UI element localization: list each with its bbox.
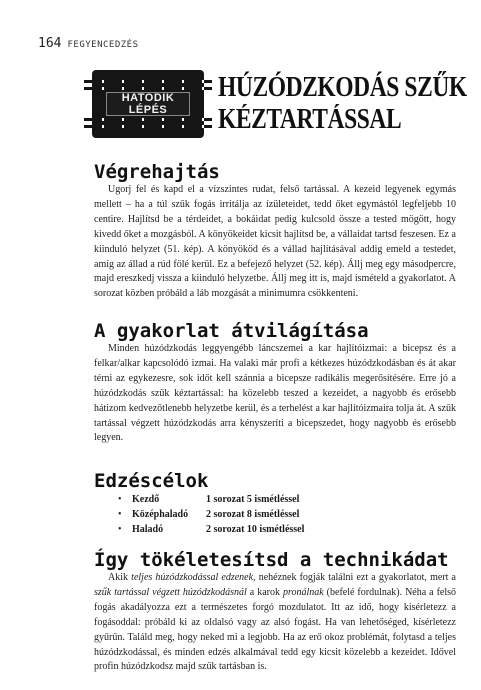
goals-heading: Edzéscélok xyxy=(94,470,209,492)
goal-reps: 1 sorozat 5 ismétléssel xyxy=(206,494,300,505)
technique-emphasis: szűk tartással végzett húzódzkodásnál xyxy=(94,586,247,598)
badge-rule xyxy=(84,87,212,90)
goal-item xyxy=(118,492,304,507)
badge-line-2: LÉPÉS xyxy=(128,104,168,116)
running-head xyxy=(38,36,139,51)
technique-heading: Így tökéletesítsd a technikádat xyxy=(94,549,449,571)
badge-rule xyxy=(84,125,212,128)
technique-text-part: a karok xyxy=(246,586,283,598)
goal-level: Haladó xyxy=(132,524,164,535)
technique-text-part: nehéznek fogják találni ezt a gyakorlatot, mert a xyxy=(255,572,456,583)
goals-list xyxy=(118,492,304,537)
goal-item xyxy=(118,522,304,537)
goal-level: Kezdő xyxy=(132,494,160,505)
page-number: 164 xyxy=(38,36,62,51)
bullet-icon: • xyxy=(118,524,122,535)
badge-line-1: HATODIK xyxy=(121,92,175,104)
title-line-1: HÚZÓDZKODÁS SZŰK xyxy=(218,72,467,103)
title-line-2: KÉZTARTÁSSAL xyxy=(218,104,402,135)
goal-reps: 2 sorozat 8 ismétléssel xyxy=(206,509,300,520)
explanation-text: Minden húzódzkodás leggyengébb láncszemei a kar hajlítóizmai: a bicepsz és a felkar/alkar kapcsolódó izmai. Ha valaki már profi a kétkezes húzódzkodásban és át akar térni az egykezesre, sok időt kell szánnia a bicepsze radikális megerősítésére. Erre jó a húzódzkodás szűk kéztartással: ha közelebb teszed a kezeidet, a nagyobb és erősebb hátizom kedvezőtlenebb helyzetbe kerül, és a terhelést a kar hajlítóizmaira tolja át. A szűk tartással végzett húzódzkodás arra kényszeríti a bicepszedet, hogy nagyobb és erősebb legyen. xyxy=(94,343,456,444)
goal-item xyxy=(118,507,304,522)
execution-heading: Végrehajtás xyxy=(94,161,220,183)
goal-reps: 2 sorozat 10 ismétléssel xyxy=(206,524,305,535)
goal-level: Középhaladó xyxy=(132,509,189,520)
badge-rule xyxy=(84,118,212,121)
bullet-icon: • xyxy=(118,494,122,505)
explanation-heading: A gyakorlat átvilágítása xyxy=(94,320,369,342)
technique-emphasis: teljes húzódzkodással edzenek, xyxy=(131,572,256,583)
badge-rule xyxy=(84,80,212,83)
step-badge xyxy=(92,70,204,138)
exercise-title xyxy=(218,72,481,136)
technique-text xyxy=(94,571,456,675)
technique-emphasis: pronálnak xyxy=(282,586,324,598)
bullet-icon: • xyxy=(118,509,122,520)
technique-text-part: (befelé fordulnak). Néha a felső fogás akadályozza ezt a természetes forgó mozdulatot. Itt az idő, hogy kísérletezz a fogásoddal: próbáld ki az oldalsó vagy az alsó fogást. Ha van lehetőséged, kísérletezz gyűrűn. Találd meg, hogy neked mi a legjobb. Ha az erő okoz problémát, folytasd a teljes húzódzkodással, és minden edzés alkalmával tedd egy kicsit közelebb a kezeidet. Idővel profin húzódzkodsz majd szűk tartásban is. xyxy=(94,586,457,673)
section-name: FEGYENCEDZÉS xyxy=(67,40,139,50)
technique-text-part: Akik xyxy=(108,572,132,583)
badge-label xyxy=(106,92,190,116)
execution-text: Ugorj fel és kapd el a vízszintes rudat, felső tartással. A kezeid legyenek egymás mellett – ha a túl szűk fogás irritálja az ízületeidet, tedd őket egymástól legfeljebb 10 centire. Hajlítsd be a térdeidet, a bokáidat pedig kulcsold össze a tested mögött, hogy kivedd őket a mozgásból. A könyökeidet kicsit hajlítsd be, a vállaidat tartsd feszesen. Ez a kiinduló helyzet (51. kép). A könyököd és a vállad hajlításával addig emeld a testedet, amíg az állad a rúd fölé kerül. Ez a befejező helyzet (52. kép). Állj meg egy másodpercre, majd ereszkedj vissza a kiinduló helyzetbe. Állj meg itt is, majd ismételd a gyakorlatot. A sorozat közben próbáld a láb mozgását a minimumra csökkenteni. xyxy=(94,184,456,300)
